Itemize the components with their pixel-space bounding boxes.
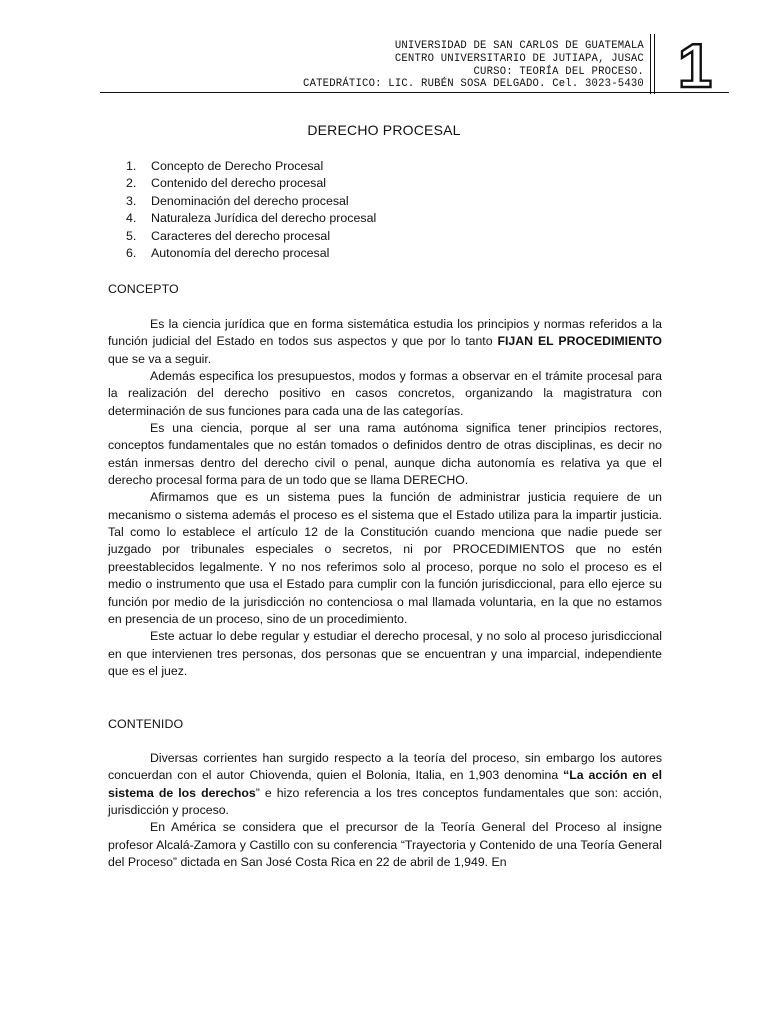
page-number-glyph: 1 [677, 37, 713, 91]
paragraph: Afirmamos que es un sistema pues la función de administrar justicia requiere de un mecanismo o sistema además el proceso es el sistema que el Estado utiliza para la impartir justicia. Tal como lo establece el artículo 12 de la Constitución cuando menciona que nadie puede ser juzgado por tribunales especiales o secretos, ni por PROCEDIMIENTOS que no estén preestablecidos legalmente. Y no nos referimos solo al proceso, porque no solo el proceso es el medio o instrumento que usa el Estado para cumplir con la función jurisdiccional, para ello ejerce su función por medio de la jurisdicción no contenciosa o mal llamada voluntaria, en la que no estamos en presencia de un proceso, sino de un procedimiento. [108, 490, 662, 626]
header-course: CURSO: TEORÍA DEL PROCESO. [473, 65, 644, 78]
header-divider-inner [654, 34, 655, 94]
paragraph: Diversas corrientes han surgido respecto a la teoría del proceso, sin embargo los autores concuerdan con el autor Chiovenda, quien el Bolonia, Italia, en 1,903 denomina “La acción en el sistema de los derechos” e hizo referencia a los tres conceptos fundamentales que son: acción, jurisdicción y proceso. [108, 751, 662, 818]
contenido-body [108, 750, 662, 871]
header-professor: CATEDRÁTICO: LIC. RUBÉN SOSA DELGADO. Cel. 3023-5430 [303, 78, 644, 91]
document-header [100, 34, 729, 94]
paragraph: En América se considera que el precursor de la Teoría General del Proceso al insigne profesor Alcalá-Zamora y Castillo con su conferencia “Trayectoria y Contenido de una Teoría General del Proceso” dictada en San José Costa Rica en 22 de abril de 1,949. En [108, 820, 662, 870]
page-number [670, 37, 720, 91]
concepto-body [108, 316, 662, 680]
list-item: 6. Autonomía del derecho procesal [126, 246, 330, 261]
header-text-block [303, 40, 644, 91]
list-item: 4. Naturaleza Jurídica del derecho procesal [126, 211, 377, 226]
header-rule [100, 92, 729, 93]
list-item: 3. Denominación del derecho procesal [126, 193, 349, 208]
paragraph: Es una ciencia, porque al ser una rama autónoma significa tener principios rectores, conceptos fundamentales que no están tomados o definidos dentro de otras disciplinas, es decir no están inmersas dentro del derecho civil o penal, aunque dicha autonomía es relativa ya que el derecho procesal forma para de un todo que se llama DERECHO. [108, 421, 662, 488]
header-divider [650, 34, 651, 94]
paragraph: Este actuar lo debe regular y estudiar el derecho procesal, y no solo al proceso jurisdiccional en que intervienen tres personas, dos personas que se encuentran y una imparcial, independiente que es el juez. [108, 629, 662, 678]
paragraph: Además especifica los presupuestos, modos y formas a observar en el trámite procesal para la realización del derecho positivo en casos concretos, organizando la magistratura con determinación de sus funciones para cada una de las categorías. [108, 369, 662, 418]
section-heading-contenido: CONTENIDO [108, 717, 184, 731]
paragraph: Es la ciencia jurídica que en forma sistemática estudia los principios y normas referidos a la función judicial del Estado en todos sus aspectos y que por lo tanto FIJAN EL PROCEDIMIENTO que se va a seguir. [108, 317, 662, 366]
page-title: DERECHO PROCESAL [307, 122, 461, 138]
list-item: 2. Contenido del derecho procesal [126, 176, 326, 191]
topic-list [126, 158, 376, 262]
header-university: UNIVERSIDAD DE SAN CARLOS DE GUATEMALA [394, 40, 644, 52]
list-item: 1. Concepto de Derecho Procesal [126, 159, 324, 173]
header-center: CENTRO UNIVERSITARIO DE JUTIAPA, JUSAC [394, 52, 644, 65]
list-item: 5. Caracteres del derecho procesal [126, 228, 331, 243]
section-heading-concepto: CONCEPTO [108, 282, 179, 296]
